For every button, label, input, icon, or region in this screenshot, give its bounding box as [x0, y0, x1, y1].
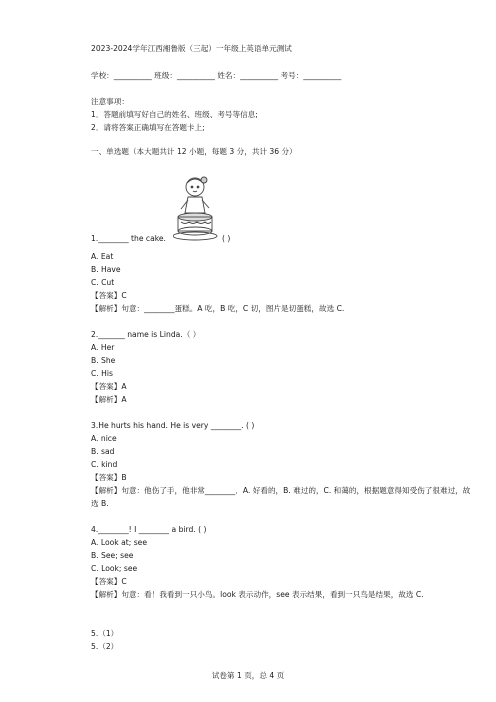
analysis: 【解析】句意：看！我看到一只小鸟。look 表示动作，see 表示结果，看到一只鸟是结果，故选 C. [91, 590, 424, 599]
option: B. She [91, 356, 116, 365]
student-info-line: 学校：__________ 班级：__________ 姓名：__________ 考号：__________ [91, 71, 342, 80]
question-stem: 3.He hurts his hand. He is very ________. ( ) [91, 421, 255, 430]
answer: 【答案】B [91, 473, 127, 482]
analysis: 【解析】句意：他伤了手，他非常________．A. 好看的，B. 难过的，C. 和蔼的，根据题意得知受伤了很难过，故选 B. [91, 486, 471, 508]
option: C. Look; see [91, 564, 138, 573]
question-stem: 2._______ name is Linda.（ ） [91, 330, 201, 339]
answer: 【答案】C [91, 577, 127, 586]
option: B. See; see [91, 551, 134, 560]
analysis: 【解析】句意：________蛋糕。A 吃，B 吃，C 切，图片是切蛋糕，故选 C. [91, 304, 345, 313]
option: C. Cut [91, 278, 115, 287]
analysis: 【解析】A [91, 395, 127, 404]
option: A. nice [91, 434, 117, 443]
option: B. sad [91, 447, 115, 456]
option: A. Look at; see [91, 538, 147, 547]
question-stem: 4.________! I ________ a bird. ( ) [91, 525, 207, 534]
notes-heading: 注意事项： [91, 97, 129, 106]
notes-item: 2．请将答案正确填写在答题卡上; [91, 123, 205, 132]
option: A. Eat [91, 252, 114, 261]
question-stem: 1.________ the cake. [91, 234, 166, 243]
section-heading: 一、单选题（本大题共计 12 小题，每题 3 分，共计 36 分） [91, 147, 297, 156]
page-footer: 试卷第 1 页，总 4 页 [211, 671, 285, 680]
option: C. kind [91, 460, 118, 469]
notes-item: 1．答题前填写好自己的姓名、班级、考号等信息; [91, 110, 258, 119]
question-stem: 5.（2） [91, 642, 119, 651]
option: A. Her [91, 343, 115, 352]
option: B. Have [91, 265, 121, 274]
page-title: 2023-2024学年江西湘鲁版（三起）一年级上英语单元测试 [91, 44, 292, 53]
answer-parenthesis: ( ) [222, 234, 231, 243]
answer: 【答案】A [91, 382, 127, 391]
question-stem: 5.（1） [91, 629, 119, 638]
option: C. His [91, 369, 113, 378]
answer: 【答案】C [91, 291, 127, 300]
girl-with-cake-illustration [173, 175, 219, 243]
